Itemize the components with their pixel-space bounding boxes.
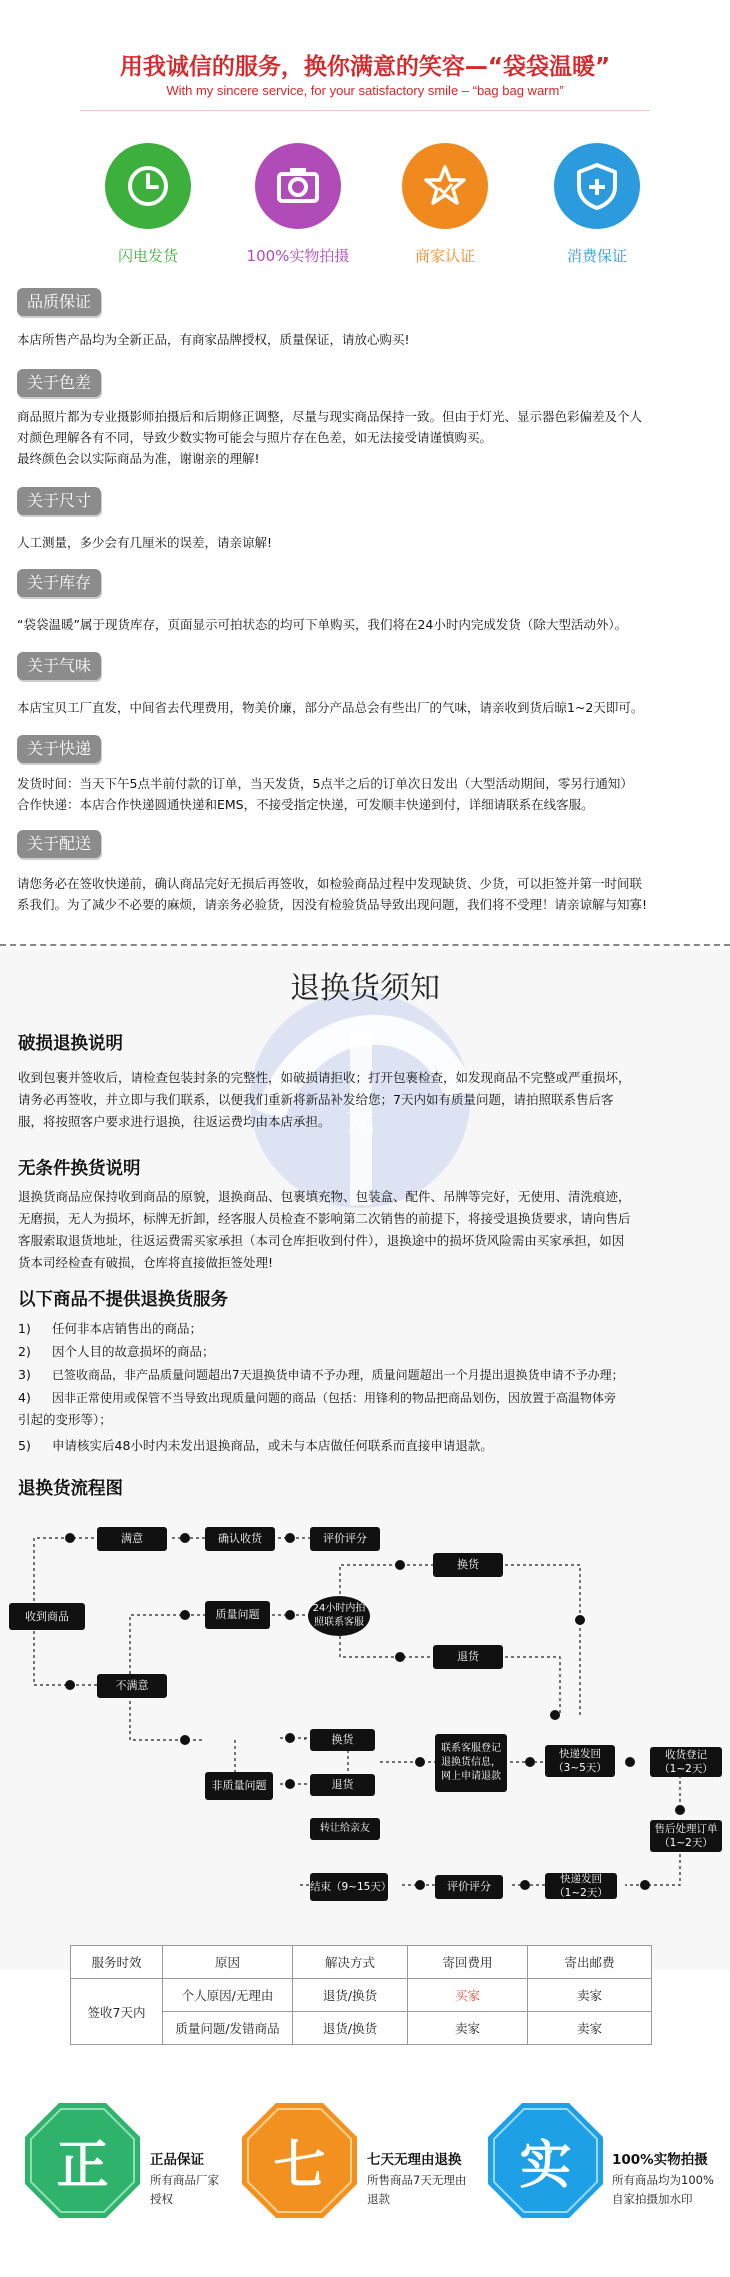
info-text: 对颜色理解各有不同，导致少数实物可能会与照片存在色差，如无法接受请谨慎购买。 [17,430,493,445]
star-badge-icon [402,143,488,229]
info-text: 请您务必在签收快递前，确认商品完好无损后再签收，如检验商品过程中发现缺货、少货，可以拒签并第一时间联 [17,876,643,891]
badge-desc: 所有商品厂家 [150,2173,219,2187]
badge-char: 七 [273,2135,326,2196]
section-tag-smell: 关于气味 [17,652,101,680]
flow-contact24: 24小时内拍照联系客服 [308,1596,370,1636]
unconditional-text: 货本司经检查有破损，仓库将直接做拒签处理! [18,1255,274,1270]
table-cell: 退货/换货 [293,2012,408,2045]
flow-aftersale: 售后处理订单（1~2天） [650,1820,722,1852]
list-num: 2) [18,1344,31,1359]
flow-unsatisfied: 不满意 [97,1674,167,1698]
flow-refund2: 退货 [310,1774,375,1796]
badge-desc: 自家拍摄加水印 [612,2192,693,2206]
table-cell: 卖家 [528,2012,652,2045]
flow-transfer: 转让给亲友 [310,1818,380,1840]
camera-icon [255,143,341,229]
shield-icon [554,143,640,229]
table-cell: 质量问题/发错商品 [163,2012,293,2045]
info-text: 发货时间：当天下午5点半前付款的订单，当天发货，5点半之后的订单次日发出（大型活动期间，零另行通知） [17,776,633,791]
list-num: 5) [18,1438,31,1453]
merchant-cert-badge [402,143,488,229]
badge-desc: 授权 [150,2192,173,2206]
flow-connectors [0,1500,730,1920]
feature-label: 消费保证 [566,247,627,265]
list-item: 申请核实后48小时内未发出退换商品，或未与本店做任何联系而直接申请退款。 [52,1438,493,1453]
section-tag-color: 关于色差 [17,369,101,397]
list-item: 因非正常使用或保管不当导致出现质量问题的商品（包括：用锋利的物品把商品划伤，因放置于高温物体旁 [52,1391,617,1405]
table-header: 服务时效 [71,1946,163,1979]
badge-char: 正 [56,2135,109,2196]
table-cell: 卖家 [408,2012,528,2045]
unconditional-text: 无磨损，无人为损坏，标牌无折卸，经客服人员检查不影响第二次销售的前提下，将接受退换货要求，请向售后 [18,1211,631,1226]
section-divider [0,944,730,946]
list-item: 引起的变形等）； [18,1412,112,1427]
info-text: 本店宝贝工厂直发，中间省去代理费用，物美价廉，部分产品总会有些出厂的气味，请亲收到货后晾1~2天即可。 [17,700,644,715]
table-header: 原因 [163,1946,293,1979]
badge-desc: 所有商品均为100% [612,2173,714,2187]
flow-exchange: 换货 [433,1553,503,1577]
list-num: 3) [18,1367,31,1382]
flow-contact-cs: 联系客服登记退换货信息，网上申请退款 [435,1734,507,1792]
table-cell: 买家 [408,1979,528,2012]
flow-non-quality: 非质量问题 [205,1772,273,1800]
feature-label: 商家认证 [414,247,475,265]
section-tag-size: 关于尺寸 [17,487,101,515]
badge-title: 正品保证 [150,2152,204,2168]
real-photo-bottom-badge [488,2103,603,2218]
header-subtitle: With my sincere service, for your satisfactory smile – “bag bag warm” [166,83,564,98]
section-tag-quality: 品质保证 [17,288,101,316]
table-header: 寄出邮费 [528,1946,652,1979]
flow-title: 退换货流程图 [18,1479,123,1499]
flow-exchange2: 换货 [310,1729,375,1751]
info-text: 合作快递：本店合作快递圆通快递和EMS，不接受指定快递，可发顺丰快递到付，详细请联系在线客服。 [17,797,594,812]
list-num: 1) [18,1321,31,1336]
flow-refund: 退货 [433,1645,503,1669]
consumer-guarantee-badge [554,143,640,229]
unconditional-title: 无条件换货说明 [18,1159,141,1179]
clock-icon [105,143,191,229]
info-text: 最终颜色会以实际商品为准，谢谢亲的理解! [17,451,260,466]
flow-review2: 评价评分 [435,1875,503,1899]
damage-text: 请务必再签收，并立即与我们联系，以便我们重新将新品补发给您；7天内如有质量问题，请拍照联系售后客 [18,1092,614,1107]
info-text: 人工测量，多少会有几厘米的误差，请亲谅解! [17,535,273,550]
unconditional-text: 退换货商品应保持收到商品的原貌，退换商品、包裹填充物、包装盒、配件、吊牌等完好，无使用、清洗痕迹， [18,1189,631,1204]
table-cell: 个人原因/无理由 [163,1979,293,2012]
info-text: 商品照片都为专业摄影师拍摄后和后期修正调整，尽量与现实商品保持一致。但由于灯光、显示器色彩偏差及个人 [17,409,643,424]
real-photo-badge [255,143,341,229]
damage-title: 破损退换说明 [18,1034,123,1054]
flow-review: 评价评分 [310,1527,380,1551]
badge-char: 实 [519,2135,572,2196]
table-cell-period: 签收7天内 [71,1979,163,2045]
list-num: 4) [18,1390,31,1405]
table-cell: 退货/换货 [293,1979,408,2012]
service-table [70,1945,652,2045]
feature-label: 闪电发货 [117,247,178,265]
feature-label: 100%实物拍摄 [246,247,350,265]
flow-receive: 收到商品 [9,1603,85,1630]
flow-express-back: 快递发回（1~2天） [545,1873,617,1899]
table-header: 寄回费用 [408,1946,528,1979]
section-tag-stock: 关于库存 [17,569,101,597]
table-cell: 卖家 [528,1979,652,2012]
badge-desc: 所售商品7天无理由 [367,2173,467,2187]
genuine-badge [25,2103,140,2218]
list-item: 任何非本店销售出的商品； [52,1321,203,1336]
info-text: 系我们。为了减少不必要的麻烦，请亲务必验货，因没有检验货品导致出现问题，我们将不受理！请亲谅解与知寡! [17,897,648,912]
flow-receipt-reg: 收货登记（1~2天） [650,1747,722,1777]
damage-text: 收到包裹并签收后，请检查包装封条的完整性，如破损请拒收；打开包裹检查，如发现商品不完整或严重损坏， [18,1070,631,1085]
watermark-char: 龙 [345,1103,375,1138]
section-tag-express: 关于快递 [17,735,101,763]
list-item: 因个人目的故意损坏的商品； [52,1344,215,1359]
flow-done: 结束（9~15天） [310,1873,388,1901]
list-item: 已签收商品，非产品质量问题超出7天退换货申请不予办理，质量问题超出一个月提出退换货申请不予办理； [52,1368,624,1382]
header-divider [80,110,650,111]
damage-text: 服，将按照客户要求进行退换，往返运费均由本店承担。 [18,1114,331,1129]
flow-quality: 质量问题 [205,1601,270,1629]
badge-desc: 退款 [367,2192,390,2206]
returns-title: 退换货须知 [290,971,440,1006]
header-title: 用我诚信的服务，换你满意的笑容—“袋袋温暖” [119,54,611,80]
flow-confirm: 确认收货 [205,1527,275,1551]
info-text: 本店所售产品均为全新正品，有商家品牌授权，质量保证，请放心购买! [17,332,410,347]
info-text: “袋袋温暖”属于现货库存，页面显示可拍状态的均可下单购买，我们将在24小时内完成发货（除大型活动外）。 [17,617,628,632]
table-header: 解决方式 [293,1946,408,1979]
unconditional-text: 客服索取退货地址，往返运费需买家承担（本司仓库拒收到付件），退换途中的损坏货风险需由买家承担，如因 [18,1233,625,1248]
seven-day-badge [242,2103,357,2218]
excluded-title: 以下商品不提供退换货服务 [18,1290,228,1310]
badge-title: 七天无理由退换 [367,2152,462,2168]
flow-ship-back: 快递发回（3~5天） [545,1745,615,1777]
flow-satisfied: 满意 [97,1527,167,1551]
lightning-shipping-badge [105,143,191,229]
section-tag-delivery: 关于配送 [17,830,101,858]
badge-title: 100%实物拍摄 [612,2152,708,2168]
